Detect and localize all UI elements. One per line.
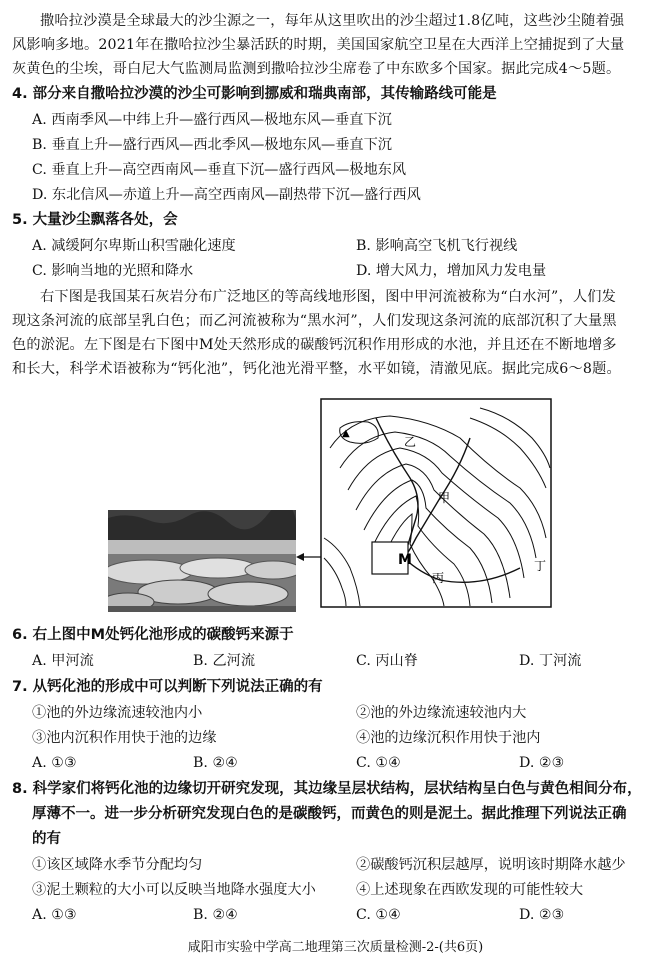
map-label-bing: 丙 — [432, 571, 445, 585]
q4-option-d: D. 东北信风—赤道上升—高空西南风—副热带下沉—盛行西风 — [32, 187, 421, 203]
calcification-pool-photo — [108, 510, 296, 612]
q8-statement-3: ③泥土颗粒的大小可以反映当地降水强度大小 — [32, 882, 316, 898]
q5-option-a: A. 减缓阿尔卑斯山积雪融化速度 — [32, 238, 236, 254]
map-label-m: M — [398, 552, 412, 568]
q6-option-a: A. 甲河流 — [32, 653, 94, 669]
q6-stem: 6. 右上图中M处钙化池形成的碳酸钙来源于 — [12, 627, 294, 643]
page-footer: 咸阳市实验中学高二地理第三次质量检测-2-(共6页) — [187, 940, 484, 955]
q5-option-b: B. 影响高空飞机飞行视线 — [356, 238, 518, 254]
intro1-line3: 灰黄色的尘埃，哥白尼大气监测局监测到撒哈拉沙尘席卷了中东欧多个国家。据此完成4～5题。 — [12, 61, 621, 77]
q6-option-d: D. 丁河流 — [519, 653, 582, 669]
intro2-line2: 现这条河流的底部呈乳白色；而乙河流被称为“黑水河”，人们发现这条河流的底部沉积了大量黑 — [12, 313, 617, 329]
q8-statement-4: ④上述现象在西欧发现的可能性较大 — [356, 882, 584, 898]
intro2-line3: 色的淤泥。左下图是右下图中M处天然形成的碳酸钙沉积作用形成的水池，并且还在不断地增多 — [12, 337, 617, 353]
q8-option-b: B. ②④ — [193, 907, 238, 923]
map-label-yi: 乙 — [404, 435, 417, 449]
q5-option-c: C. 影响当地的光照和降水 — [32, 263, 194, 279]
q8-stem-line3: 的有 — [32, 831, 61, 847]
q7-statement-1: ①池的外边缘流速较池内小 — [32, 705, 203, 721]
q4-option-a: A. 西南季风—中纬上升—盛行西风—极地东风—垂直下沉 — [32, 112, 392, 128]
q8-statement-2: ②碳酸钙沉积层越厚，说明该时期降水越少 — [356, 857, 626, 873]
q6-option-b: B. 乙河流 — [193, 653, 256, 669]
q8-statement-1: ①该区域降水季节分配均匀 — [32, 857, 203, 873]
q8-stem-line1: 8. 科学家们将钙化池的边缘切开研究发现，其边缘呈层状结构，层状结构呈白色与黄色相间分布， — [12, 781, 642, 797]
q7-option-a: A. ①③ — [32, 755, 77, 771]
q7-statement-3: ③池内沉积作用快于池的边缘 — [32, 730, 217, 746]
q7-stem: 7. 从钙化池的形成中可以判断下列说法正确的有 — [12, 679, 323, 695]
map-label-ding: 丁 — [534, 559, 547, 573]
q5-option-d: D. 增大风力，增加风力发电量 — [356, 263, 547, 279]
contour-map — [320, 398, 552, 608]
map-label-jia: 甲 — [438, 491, 451, 505]
q7-statement-2: ②池的外边缘流速较池内大 — [356, 705, 527, 721]
intro1-line2: 风影响多地。2021年在撒哈拉沙尘暴活跃的时期，美国国家航空卫星在大西洋上空捕捉到了大量 — [12, 37, 625, 53]
q7-option-b: B. ②④ — [193, 755, 238, 771]
q7-option-d: D. ②③ — [519, 755, 565, 771]
q8-option-a: A. ①③ — [32, 907, 77, 923]
q7-statement-4: ④池的边缘沉积作用快于池内 — [356, 730, 541, 746]
intro1-line1: 撒哈拉沙漠是全球最大的沙尘源之一，每年从这里吹出的沙尘超过1.8亿吨，这些沙尘随着强 — [40, 13, 625, 29]
q4-stem: 4. 部分来自撒哈拉沙漠的沙尘可影响到挪威和瑞典南部，其传输路线可能是 — [12, 86, 497, 102]
q5-stem: 5. 大量沙尘飘落各处，会 — [12, 212, 178, 228]
q4-option-c: C. 垂直上升—高空西南风—垂直下沉—盛行西风—极地东风 — [32, 162, 407, 178]
intro2-line1: 右下图是我国某石灰岩分布广泛地区的等高线地形图，图中甲河流被称为“白水河”，人们发 — [40, 289, 617, 305]
q8-option-c: C. ①④ — [356, 907, 401, 923]
intro2-line4: 和长大，科学术语被称为“钙化池”，钙化池光滑平整，水平如镜，清澈见底。据此完成6～8题。 — [12, 361, 621, 377]
peak-icon: ▲ — [342, 428, 350, 439]
q7-option-c: C. ①④ — [356, 755, 401, 771]
q6-option-c: C. 丙山脊 — [356, 653, 418, 669]
q4-option-b: B. 垂直上升—盛行西风—西北季风—极地东风—垂直下沉 — [32, 137, 392, 153]
q8-option-d: D. ②③ — [519, 907, 565, 923]
q8-stem-line2: 厚薄不一。进一步分析研究发现白色的是碳酸钙，而黄色的则是泥土。据此推理下列说法正确 — [32, 806, 627, 822]
